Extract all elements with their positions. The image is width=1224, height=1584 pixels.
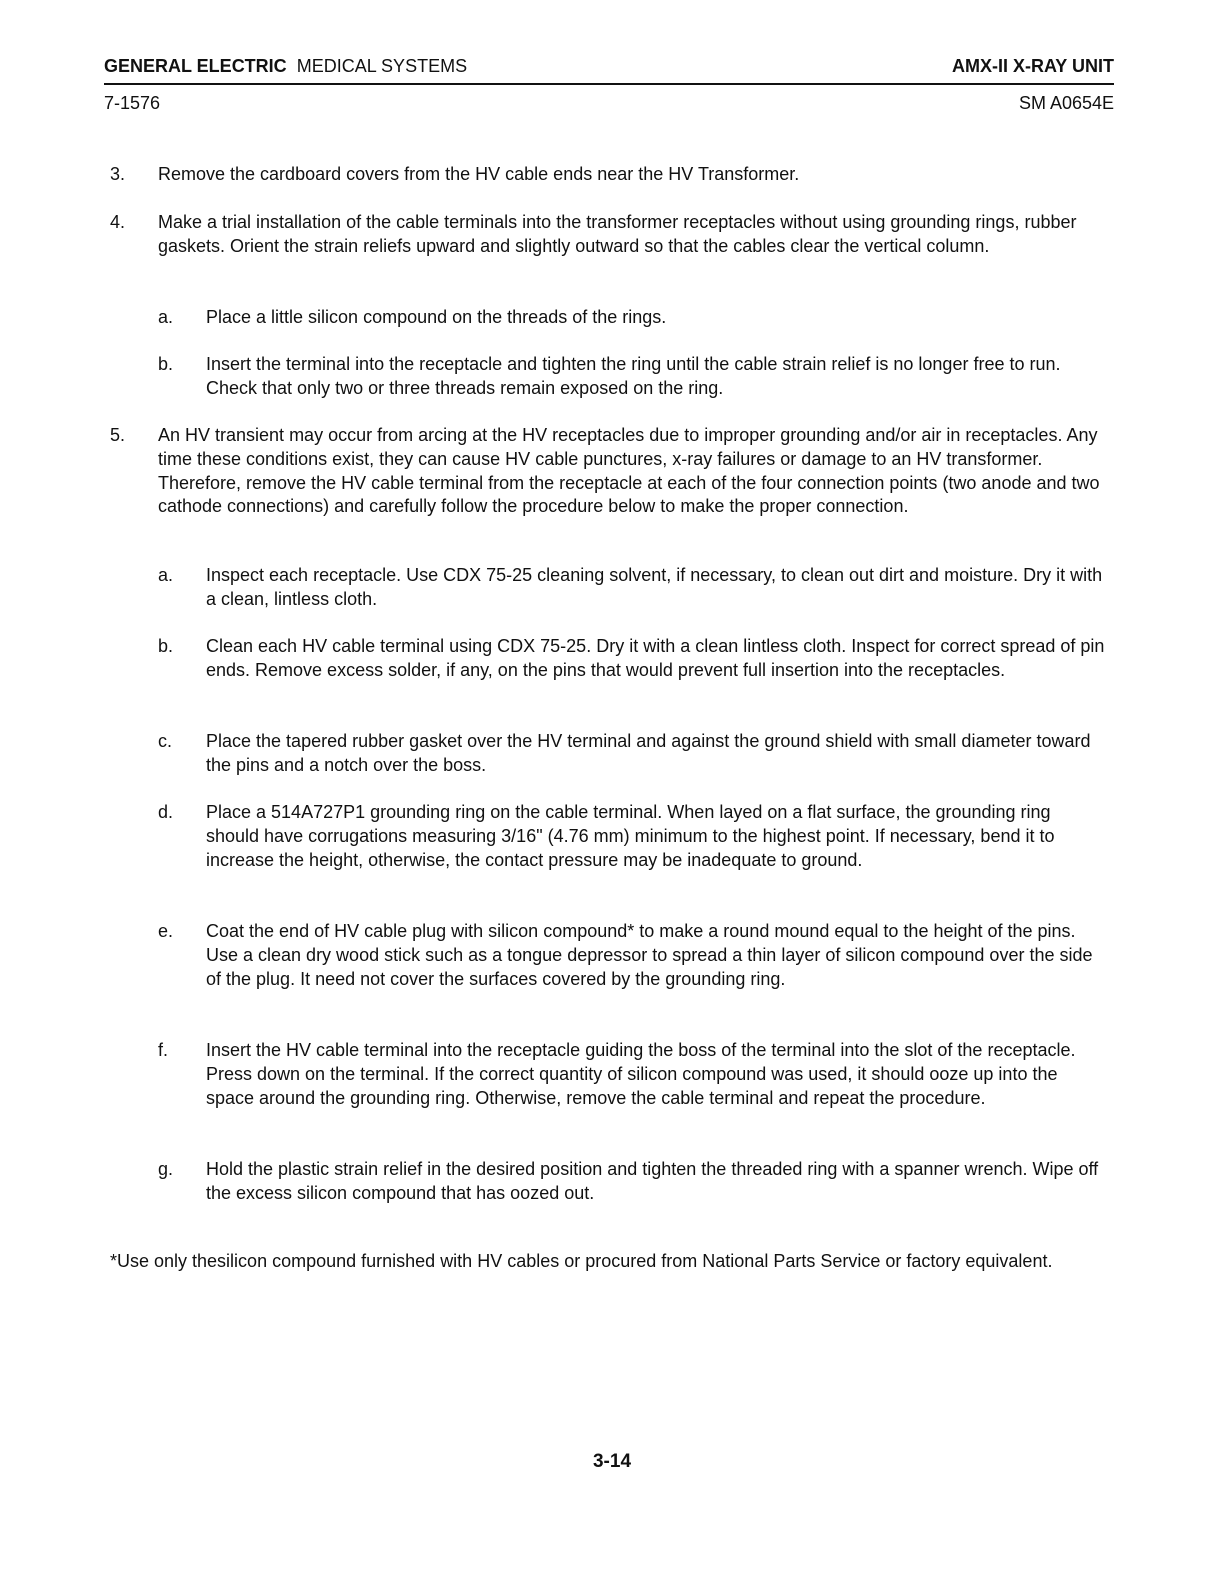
substep-text: Coat the end of HV cable plug with silicon compound* to make a round mound equal to the height of the pins. Use a clean dry wood stick such as a tongue depressor to spread a thin layer of silicon compound over the side of the plug. It need not cover the surfaces covered by the grounding ring.: [206, 921, 1093, 989]
step-text: Remove the cardboard covers from the HV cable ends near the HV Transformer.: [158, 164, 800, 184]
division-name: MEDICAL SYSTEMS: [296, 56, 468, 76]
substep-letter: g.: [158, 1159, 174, 1179]
substep-letter: c.: [158, 731, 173, 751]
substep-text: Insert the HV cable terminal into the receptacle guiding the boss of the terminal into the slot of the receptacle. Press down on the terminal. If the correct quantity of silicon compound was used, it should ooze up into the space around the grounding ring. Otherwise, remove the cable terminal and repeat the procedure.: [206, 1040, 1076, 1108]
substep-letter: a.: [158, 565, 174, 585]
company-name: GENERAL ELECTRIC: [104, 56, 287, 76]
substep-text: Hold the plastic strain relief in the desired position and tighten the threaded ring with a spanner wrench. Wipe off the excess silicon compound that has oozed out.: [206, 1159, 1099, 1203]
product-name: AMX-II X-RAY UNIT: [951, 56, 1114, 76]
manual-id: SM A0654E: [1018, 93, 1114, 113]
substep-text: Place a 514A727P1 grounding ring on the cable terminal. When layed on a flat surface, the grounding ring should have corrugations measuring 3/16" (4.76 mm) minimum to the highest point. If necessary, bend it to increase the height, otherwise, the contact pressure may be inadequate to ground.: [206, 802, 1055, 870]
substep-text: Insert the terminal into the receptacle and tighten the ring until the cable strain relief is no longer free to run. Check that only two or three threads remain exposed on the ring.: [206, 354, 1061, 398]
step-number: 3.: [110, 164, 126, 184]
header-left: [104, 56, 467, 77]
step-text: An HV transient may occur from arcing at the HV receptacles due to improper grounding and/or air in receptacles. Any time these conditions exist, they can cause HV cable punctures, x-ray failures or damage to an HV transformer. Therefore, remove the HV cable terminal from the receptacle at each of the four connection points (two anode and two cathode connections) and carefully follow the procedure below to make the proper connection.: [158, 425, 1100, 517]
step-number: 4.: [110, 212, 126, 232]
substep-letter: e.: [158, 921, 174, 941]
page-number: 3-14: [592, 1451, 632, 1472]
substep-text: Inspect each receptacle. Use CDX 75-25 cleaning solvent, if necessary, to clean out dirt and moisture. Dry it with a clean, lintless cloth.: [206, 565, 1103, 609]
step-text: Make a trial installation of the cable terminals into the transformer receptacles without using grounding rings, rubber gaskets. Orient the strain reliefs upward and slightly outward so that the cables clear the vertical column.: [158, 212, 1077, 256]
header-rule: [104, 83, 1114, 85]
substep-text: Place a little silicon compound on the threads of the rings.: [206, 307, 667, 327]
page-header: [104, 56, 1114, 77]
substep-letter: b.: [158, 636, 174, 656]
substep-letter: b.: [158, 354, 174, 374]
substep-letter: d.: [158, 802, 174, 822]
step-number: 5.: [110, 425, 126, 445]
footnote: *Use only thesilicon compound furnished with HV cables or procured from National Parts Service or factory equivalent.: [110, 1251, 1053, 1271]
doc-number: 7-1576: [104, 93, 161, 113]
substep-text: Clean each HV cable terminal using CDX 75-25. Dry it with a clean lintless cloth. Inspect for correct spread of pin ends. Remove excess solder, if any, on the pins that would prevent full insertion into the receptacles.: [206, 636, 1105, 680]
substep-text: Place the tapered rubber gasket over the HV terminal and against the ground shield with small diameter toward the pins and a notch over the boss.: [206, 731, 1091, 775]
substep-letter: a.: [158, 307, 174, 327]
page-subheader: [104, 93, 1114, 114]
substep-letter: f.: [158, 1040, 169, 1060]
